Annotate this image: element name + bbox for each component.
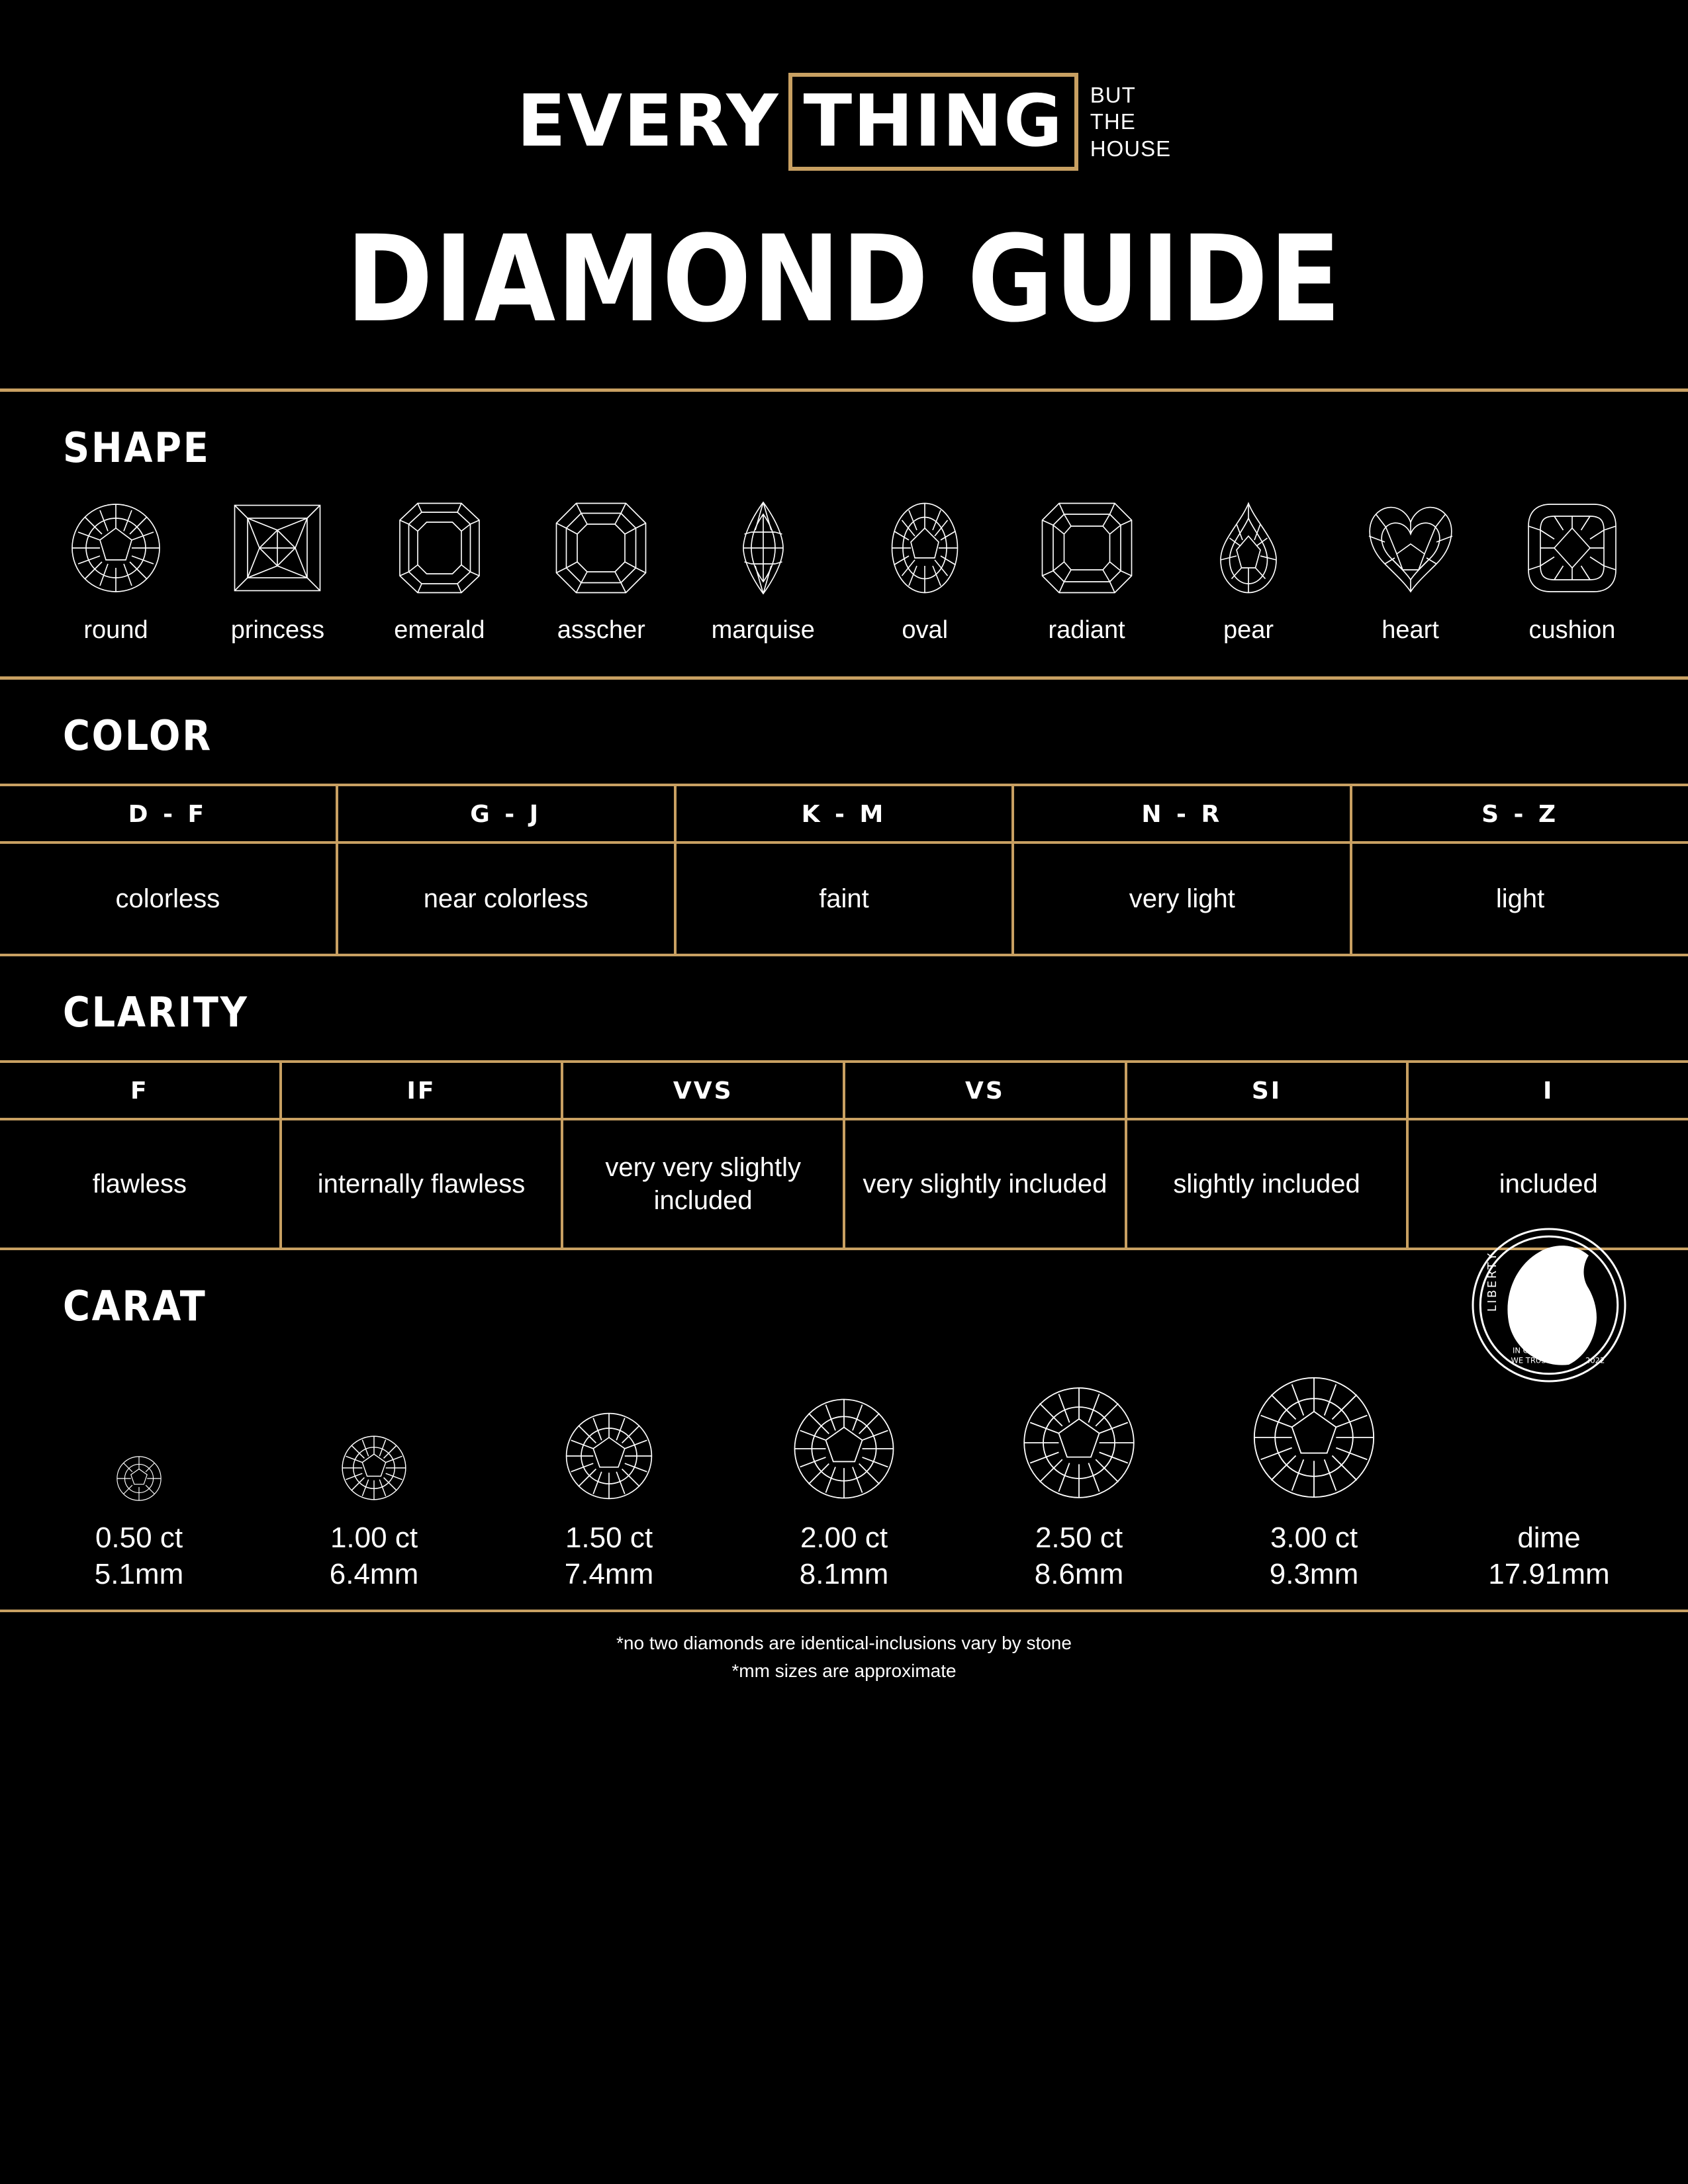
clarity-table <box>0 1060 1688 1250</box>
round-brilliant-icon <box>523 1337 695 1502</box>
heart-diamond-icon <box>1344 492 1477 604</box>
clarity-value-cell: internally flawless <box>282 1120 564 1248</box>
shape-label: pear <box>1223 616 1274 644</box>
color-header-cell: G - J <box>338 786 677 844</box>
divider-shape-color <box>0 676 1688 680</box>
carat-label <box>993 1520 1165 1592</box>
clarity-value-cell: very slightly included <box>845 1120 1127 1248</box>
logo-thing-box <box>788 73 1078 171</box>
footnotes <box>0 1610 1688 1685</box>
section-title-clarity: CLARITY <box>63 988 249 1036</box>
logo-subtext-line1: BUT <box>1090 83 1136 107</box>
section-color <box>0 711 1688 956</box>
svg-text:IN GOD: IN GOD <box>1513 1345 1541 1355</box>
carat-weight: 2.50 ct <box>1035 1522 1123 1554</box>
shape-label: heart <box>1382 616 1439 644</box>
color-header-cell: D - F <box>0 786 338 844</box>
round-diamond-icon <box>50 492 182 604</box>
carat-size: 8.1mm <box>799 1558 889 1590</box>
color-table-value-row <box>0 844 1688 954</box>
clarity-header-cell: I <box>1409 1063 1688 1120</box>
cushion-diamond-icon <box>1506 492 1638 604</box>
logo-word-thing: THING <box>803 80 1064 163</box>
shape-label: oval <box>902 616 949 644</box>
shape-label: asscher <box>557 616 645 644</box>
clarity-header-cell: F <box>0 1063 282 1120</box>
carat-size: 6.4mm <box>329 1558 419 1590</box>
round-brilliant-icon <box>993 1337 1165 1502</box>
logo-subtext <box>1090 73 1171 162</box>
carat-item-300 <box>1228 1337 1400 1592</box>
carat-label <box>523 1520 695 1592</box>
radiant-diamond-icon <box>1021 492 1153 604</box>
clarity-table-header-row <box>0 1063 1688 1120</box>
dime-weight: dime <box>1517 1522 1581 1554</box>
color-value-cell: light <box>1495 884 1545 913</box>
clarity-value-cell: flawless <box>0 1120 282 1248</box>
carat-label <box>758 1520 930 1592</box>
shape-item-marquise <box>697 492 829 645</box>
carat-label <box>1228 1520 1400 1592</box>
carat-size: 7.4mm <box>564 1558 654 1590</box>
logo-subtext-line2: THE <box>1090 109 1136 134</box>
logo-word-every: EVERY <box>516 80 780 163</box>
round-brilliant-icon <box>1228 1337 1400 1502</box>
shape-row <box>0 472 1688 645</box>
dime-size: 17.91mm <box>1488 1558 1610 1590</box>
section-title-carat: CARAT <box>63 1282 207 1330</box>
round-brilliant-icon <box>53 1337 225 1502</box>
shape-item-radiant <box>1021 492 1153 645</box>
emerald-diamond-icon <box>373 492 506 604</box>
color-header-cell: N - R <box>1014 786 1352 844</box>
pear-diamond-icon <box>1182 492 1315 604</box>
carat-label <box>288 1520 460 1592</box>
section-clarity <box>0 988 1688 1250</box>
dime-reference-coin <box>1466 1222 1632 1388</box>
shape-label: princess <box>230 616 325 644</box>
section-title-color: COLOR <box>63 711 212 760</box>
shape-label: marquise <box>711 616 815 644</box>
clarity-header-cell: SI <box>1127 1063 1409 1120</box>
shape-item-emerald <box>373 492 506 645</box>
shape-label: round <box>83 616 148 644</box>
svg-text:LIBERTY: LIBERTY <box>1486 1251 1499 1312</box>
color-value-cell: near colorless <box>338 844 677 954</box>
clarity-table-value-row <box>0 1120 1688 1248</box>
shape-label: cushion <box>1528 616 1616 644</box>
carat-item-100 <box>288 1337 460 1592</box>
clarity-value-cell: slightly included <box>1127 1120 1409 1248</box>
carat-weight: 1.50 ct <box>565 1522 653 1554</box>
carat-weight: 1.00 ct <box>330 1522 418 1554</box>
round-brilliant-icon <box>758 1337 930 1502</box>
shape-item-heart <box>1344 492 1477 645</box>
footnote-line: *no two diamonds are identical-inclusions vary by stone <box>616 1633 1072 1653</box>
section-shape <box>0 424 1688 645</box>
shape-item-cushion <box>1506 492 1638 645</box>
shape-item-pear <box>1182 492 1315 645</box>
princess-diamond-icon <box>211 492 344 604</box>
brand-header <box>0 0 1688 171</box>
color-value-cell: faint <box>677 844 1015 954</box>
shape-item-princess <box>211 492 344 645</box>
carat-row <box>0 1330 1688 1592</box>
carat-label <box>1463 1520 1635 1592</box>
shape-item-oval <box>859 492 991 645</box>
carat-size: 8.6mm <box>1034 1558 1124 1590</box>
carat-item-250 <box>993 1337 1165 1592</box>
carat-size: 9.3mm <box>1269 1558 1359 1590</box>
carat-item-050 <box>53 1337 225 1592</box>
logo-subtext-line3: HOUSE <box>1090 136 1172 161</box>
round-brilliant-icon <box>288 1337 460 1502</box>
carat-weight: 2.00 ct <box>800 1522 888 1554</box>
marquise-diamond-icon <box>697 492 829 604</box>
page-title: DIAMOND GUIDE <box>346 210 1342 349</box>
carat-label <box>53 1520 225 1592</box>
carat-size: 5.1mm <box>94 1558 184 1590</box>
carat-item-150 <box>523 1337 695 1592</box>
svg-text:2022: 2022 <box>1585 1355 1605 1365</box>
oval-diamond-icon <box>859 492 991 604</box>
clarity-header-cell: VVS <box>563 1063 845 1120</box>
color-value-cell: colorless <box>0 844 338 954</box>
shape-item-round <box>50 492 182 645</box>
asscher-diamond-icon <box>535 492 667 604</box>
color-table <box>0 784 1688 956</box>
clarity-header-cell: VS <box>845 1063 1127 1120</box>
clarity-value-cell: very very slightly included <box>563 1120 845 1248</box>
logo <box>517 73 1171 171</box>
color-table-header-row <box>0 786 1688 844</box>
shape-label: emerald <box>394 616 485 644</box>
color-header-cell: K - M <box>677 786 1015 844</box>
carat-weight: 0.50 ct <box>95 1522 183 1554</box>
shape-item-asscher <box>535 492 667 645</box>
section-title-shape: SHAPE <box>63 424 211 472</box>
color-value-cell: very light <box>1014 844 1352 954</box>
color-header-cell: S - Z <box>1352 786 1688 844</box>
section-carat <box>0 1251 1688 1592</box>
svg-text:WE TRUST: WE TRUST <box>1511 1355 1551 1365</box>
clarity-header-cell: IF <box>282 1063 564 1120</box>
carat-item-200 <box>758 1337 930 1592</box>
carat-weight: 3.00 ct <box>1270 1522 1358 1554</box>
clarity-value-cell: included <box>1499 1169 1598 1199</box>
divider-top <box>0 388 1688 392</box>
shape-label: radiant <box>1048 616 1125 644</box>
footnote-line: *mm sizes are approximate <box>731 1661 957 1681</box>
